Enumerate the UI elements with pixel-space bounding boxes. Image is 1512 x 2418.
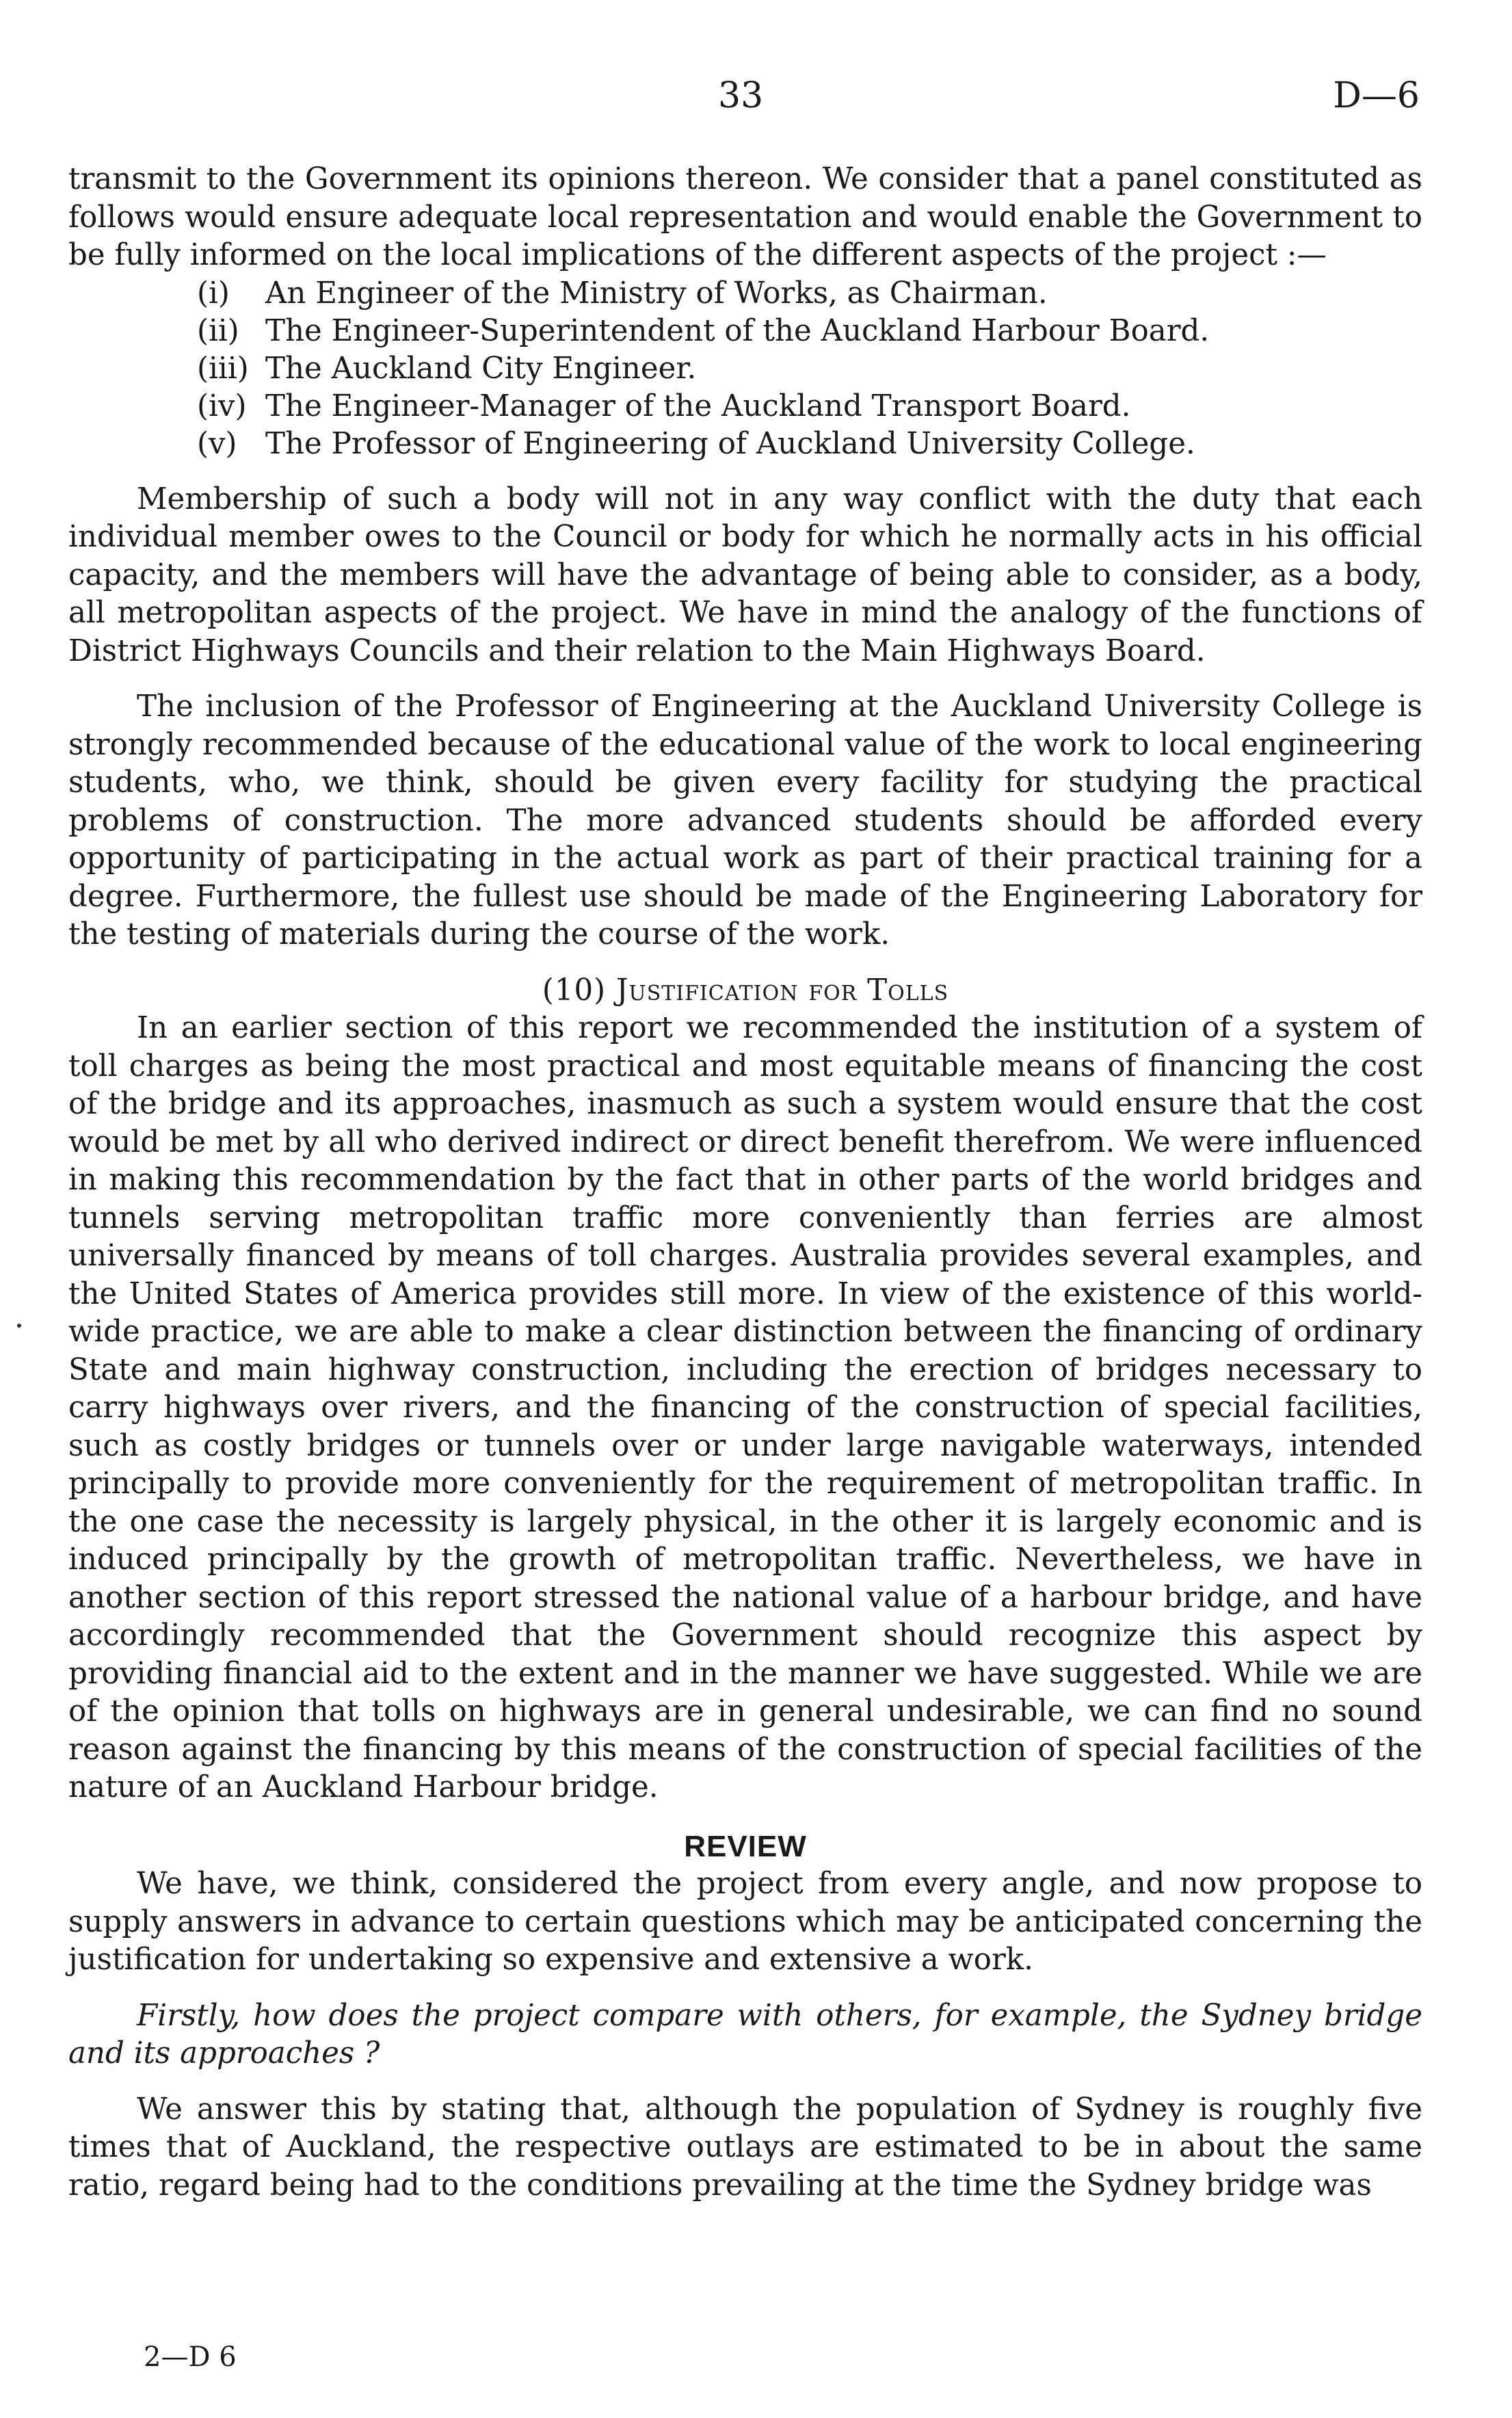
document-code: D—6 (1333, 75, 1420, 116)
paragraph-tolls: In an earlier section of this report we recommended the institution of a system of toll charges as being the most practical and most equitable means of financing the cost of the bridge and its approaches, inasmuch as such a system would ensure that the cost would be met by all who derived indirect or direct benefit therefrom. We were influenced in making this recommendation by the fact that in other parts of the world bridges and tunnels serving metropolitan traffic more conveniently than ferries are almost universally financed by means of toll charges. Australia provides several examples, and the United States of America provides still more. In view of the existence of this world-wide practice, we are able to make a clear distinction between the financing of ordinary State and main highway construction, including the erection of bridges necessary to carry highways over rivers, and the financing of the construction of special facilities, such as costly bridges or tunnels over or under large navigable waterways, intended principally to provide more conveniently for the requirement of metropolitan traffic. In the one case the necessity is largely physical, in the other it is largely economic and is induced principally by the growth of metropolitan traffic. Nevertheless, we have in another section of this report stressed the national value of a harbour bridge, and have accordingly recommended that the Government should recognize this aspect by providing financial aid to the extent and in the manner we have suggested. While we are of the opinion that tolls on highways are in general undesirable, we can find no sound reason against the financing by this means of the construction of special facilities of the nature of an Auckland Harbour bridge. (68, 1011, 1422, 1804)
list-item-number: (v) (197, 426, 237, 461)
list-item-text: The Engineer-Manager of the Auckland Transport Board. (265, 389, 1131, 423)
paragraph-review: We have, we think, considered the project from every angle, and now propose to supply answers in advance to certain questions which may be anticipated concerning the justification for undertaking so expensive and extensive a work. (68, 1867, 1422, 1977)
section-heading-tolls: (10) Justification for Tolls (542, 973, 949, 1008)
list-item-number: (iv) (197, 389, 247, 423)
list-item-text: An Engineer of the Ministry of Works, as Chairman. (265, 276, 1048, 311)
list-item (68, 425, 1422, 463)
page-number: 33 (718, 75, 764, 116)
page-body (68, 161, 1422, 2205)
paragraph-membership: Membership of such a body will not in any way conflict with the duty that each individual member owes to the Council or body for which he normally acts in his official capacity, and the members will have the advantage of being able to consider, as a body, all metropolitan aspects of the project. We have in mind the analogy of the functions of District Highways Councils and their relation to the Main Highways Board. (68, 482, 1422, 668)
margin-mark (17, 1324, 21, 1328)
list-item-number: (iii) (197, 351, 249, 386)
footer-signature: 2—D 6 (144, 2341, 237, 2373)
list-item-number: (i) (197, 276, 230, 311)
list-item (68, 313, 1422, 350)
paragraph-question-sydney: Firstly, how does the project compare with others, for example, the Sydney bridge and its approaches ? (68, 1998, 1422, 2071)
list-item-text: The Auckland City Engineer. (265, 351, 697, 386)
paragraph-professor-inclusion: The inclusion of the Professor of Engineering at the Auckland University College is strongly recommended because of the educational value of the work to local engineering students, who, we think, should be given every facility for studying the practical problems of construction. The more advanced students should be afforded every opportunity of participating in the actual work as part of their practical training for a degree. Furthermore, the fullest use should be made of the Engineering Laboratory for the testing of materials during the course of the work. (68, 689, 1422, 951)
list-item (68, 388, 1422, 425)
list-item-text: The Professor of Engineering of Auckland University College. (265, 426, 1195, 461)
panel-member-list (68, 275, 1422, 463)
paragraph-panel-intro: transmit to the Government its opinions thereon. We consider that a panel constituted as follows would ensure adequate local representation and would enable the Government to be fully informed on the local implications of the different aspects of the project :— (68, 162, 1422, 272)
section-heading-review: REVIEW (684, 1829, 807, 1863)
list-item (68, 275, 1422, 313)
page-header (0, 75, 1512, 130)
list-item (68, 350, 1422, 388)
paragraph-answer-sydney: We answer this by stating that, although the population of Sydney is roughly five times that of Auckland, the respective outlays are estimated to be in about the same ratio, regard being had to the conditions prevailing at the time the Sydney bridge was (68, 2092, 1422, 2203)
list-item-text: The Engineer-Superintendent of the Auckland Harbour Board. (265, 313, 1210, 348)
list-item-number: (ii) (197, 313, 239, 348)
